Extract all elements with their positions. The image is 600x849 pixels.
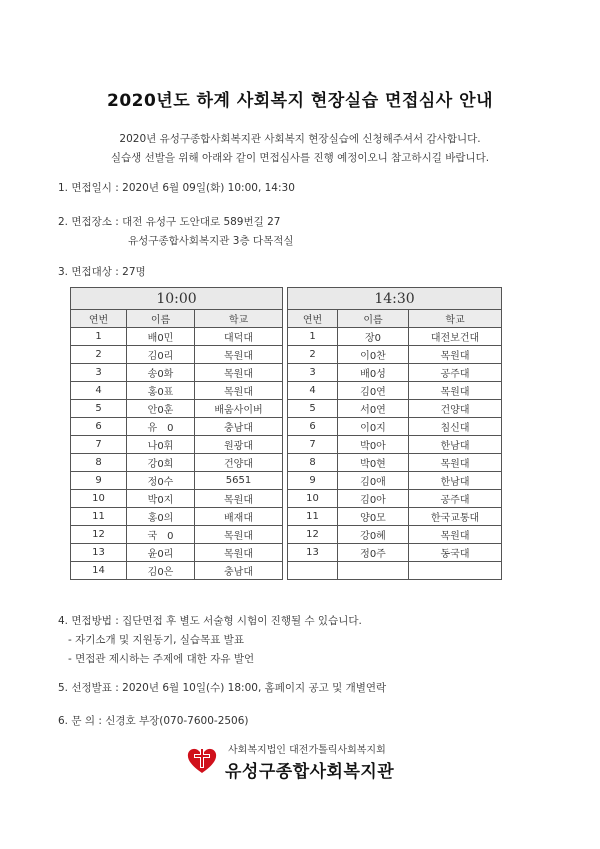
- cell-school: 원광대: [195, 436, 283, 454]
- cell-name: 배0성: [338, 364, 409, 382]
- cell-name: 홍0표: [127, 382, 195, 400]
- cell-school: 침신대: [409, 418, 502, 436]
- table-row: [71, 490, 283, 508]
- cell-no: 4: [71, 382, 127, 400]
- table-row: [288, 382, 502, 400]
- cell-no: 12: [288, 526, 338, 544]
- table-row: [288, 436, 502, 454]
- cell-no: 1: [288, 328, 338, 346]
- interview-method: [58, 612, 362, 669]
- table-row: [288, 490, 502, 508]
- cell-no: [288, 562, 338, 580]
- cell-school: 목원대: [195, 544, 283, 562]
- interview-target: [58, 264, 146, 279]
- schedule-rows: [288, 328, 502, 580]
- cell-name: 국 0: [127, 526, 195, 544]
- cell-name: 강0희: [127, 454, 195, 472]
- interview-location-address: 대전 유성구 도안대로 589번길 27: [122, 216, 281, 228]
- cell-name: 강0혜: [338, 526, 409, 544]
- interview-method-label: 4. 면접방법 :: [58, 615, 123, 627]
- cell-no: 3: [288, 364, 338, 382]
- cell-no: 14: [71, 562, 127, 580]
- session-time: 10:00: [71, 288, 283, 310]
- cell-no: 11: [71, 508, 127, 526]
- cell-name: 홍0의: [127, 508, 195, 526]
- cell-no: 2: [71, 346, 127, 364]
- cell-no: 9: [288, 472, 338, 490]
- cell-name: 박0아: [338, 436, 409, 454]
- cell-school: 공주대: [409, 364, 502, 382]
- selection-label: 5. 선정발표 :: [58, 682, 123, 694]
- interview-location: [58, 213, 294, 251]
- col-header-school: 학교: [195, 310, 283, 328]
- schedule-table-1000: [70, 287, 283, 580]
- interview-date: [58, 180, 295, 195]
- cell-name: 송0화: [127, 364, 195, 382]
- cell-name: 이0찬: [338, 346, 409, 364]
- cell-no: 13: [71, 544, 127, 562]
- table-row: [288, 400, 502, 418]
- page-title: 2020년도 하계 사회복지 현장실습 면접심사 안내: [106, 91, 493, 111]
- cell-no: 10: [288, 490, 338, 508]
- cell-no: 9: [71, 472, 127, 490]
- cell-school: 목원대: [195, 526, 283, 544]
- cell-no: 10: [71, 490, 127, 508]
- cell-school: [409, 562, 502, 580]
- col-header-school: 학교: [409, 310, 502, 328]
- cell-no: 7: [71, 436, 127, 454]
- cell-school: 공주대: [409, 490, 502, 508]
- cell-school: 목원대: [195, 364, 283, 382]
- cell-school: 한남대: [409, 436, 502, 454]
- cell-name: [338, 562, 409, 580]
- cell-no: 7: [288, 436, 338, 454]
- cell-no: 1: [71, 328, 127, 346]
- table-row: [288, 364, 502, 382]
- cell-name: 윤0리: [127, 544, 195, 562]
- cell-no: 6: [288, 418, 338, 436]
- table-row: [288, 508, 502, 526]
- cell-school: 목원대: [409, 526, 502, 544]
- cell-name: 이0지: [338, 418, 409, 436]
- table-row: [71, 544, 283, 562]
- cell-name: 양0모: [338, 508, 409, 526]
- contact-value: 신경호 부장(070-7600-2506): [105, 715, 249, 727]
- cell-school: 배재대: [195, 508, 283, 526]
- table-row: [71, 436, 283, 454]
- cell-name: 정0수: [127, 472, 195, 490]
- cell-school: 배움사이버: [195, 400, 283, 418]
- cell-school: 건양대: [195, 454, 283, 472]
- cell-school: 목원대: [409, 382, 502, 400]
- interview-target-value: 27명: [122, 266, 146, 278]
- cell-name: 김0연: [338, 382, 409, 400]
- method-bullet: - 자기소개 및 지원동기, 실습목표 발표: [68, 634, 244, 646]
- table-row: [71, 454, 283, 472]
- cell-school: 충남대: [195, 418, 283, 436]
- table-row: [71, 346, 283, 364]
- cell-name: 서0연: [338, 400, 409, 418]
- cross-heart-icon: [186, 744, 218, 776]
- cell-name: 장0: [338, 328, 409, 346]
- cell-name: 유 0: [127, 418, 195, 436]
- cell-no: 12: [71, 526, 127, 544]
- method-bullet: - 면접관 제시하는 주제에 대한 자유 발언: [68, 653, 255, 665]
- table-row: [71, 400, 283, 418]
- cell-no: 5: [71, 400, 127, 418]
- cell-name: 김0아: [338, 490, 409, 508]
- cell-school: 5651: [195, 472, 283, 490]
- schedule-table-1430: [287, 287, 502, 580]
- contact-label: 6. 문 의 :: [58, 715, 106, 727]
- cell-no: 2: [288, 346, 338, 364]
- table-row: [71, 526, 283, 544]
- cell-school: 목원대: [195, 346, 283, 364]
- intro-text: [0, 130, 600, 168]
- cell-name: 정0주: [338, 544, 409, 562]
- col-header-no: 연번: [71, 310, 127, 328]
- col-header-name: 이름: [127, 310, 195, 328]
- cell-name: 김0은: [127, 562, 195, 580]
- table-row: [71, 328, 283, 346]
- table-row: [288, 346, 502, 364]
- cell-no: 5: [288, 400, 338, 418]
- selection-value: 2020년 6월 10일(수) 18:00, 홈페이지 공고 및 개별연락: [122, 682, 387, 694]
- intro-line: 2020년 유성구종합사회복지관 사회복지 현장실습에 신청해주셔서 감사합니다.: [119, 133, 481, 145]
- cell-school: 목원대: [409, 454, 502, 472]
- cell-no: 8: [71, 454, 127, 472]
- interview-date-value: 2020년 6월 09일(화) 10:00, 14:30: [122, 182, 295, 194]
- col-header-name: 이름: [338, 310, 409, 328]
- table-row: [71, 364, 283, 382]
- cell-no: 13: [288, 544, 338, 562]
- cell-no: 4: [288, 382, 338, 400]
- table-row: [288, 562, 502, 580]
- cell-school: 목원대: [195, 490, 283, 508]
- cell-name: 배0민: [127, 328, 195, 346]
- interview-method-value: 집단면접 후 별도 서술형 시험이 진행될 수 있습니다.: [122, 615, 362, 627]
- table-row: [288, 526, 502, 544]
- cell-school: 목원대: [409, 346, 502, 364]
- interview-target-label: 3. 면접대상 :: [58, 266, 123, 278]
- cell-no: 3: [71, 364, 127, 382]
- table-row: [71, 472, 283, 490]
- logo-name: 유성구종합사회복지관: [225, 762, 395, 782]
- table-row: [71, 508, 283, 526]
- cell-no: 6: [71, 418, 127, 436]
- cell-school: 한남대: [409, 472, 502, 490]
- table-row: [288, 418, 502, 436]
- interview-date-label: 1. 면접일시 :: [58, 182, 123, 194]
- cell-name: 나0휘: [127, 436, 195, 454]
- cell-no: 11: [288, 508, 338, 526]
- cell-school: 대전보건대: [409, 328, 502, 346]
- col-header-no: 연번: [288, 310, 338, 328]
- cell-name: 박0현: [338, 454, 409, 472]
- cell-school: 충남대: [195, 562, 283, 580]
- table-row: [71, 418, 283, 436]
- cell-school: 동국대: [409, 544, 502, 562]
- cell-no: 8: [288, 454, 338, 472]
- table-row: [71, 382, 283, 400]
- session-time: 14:30: [288, 288, 502, 310]
- schedule-rows: [71, 328, 283, 580]
- cell-name: 안0훈: [127, 400, 195, 418]
- cell-school: 한국교통대: [409, 508, 502, 526]
- interview-location-room: 유성구종합사회복지관 3층 다목적실: [128, 235, 294, 247]
- intro-line: 실습생 선발을 위해 아래와 같이 면접심사를 진행 예정이오니 참고하시길 바랍니다.: [110, 152, 490, 164]
- table-row: [71, 562, 283, 580]
- cell-name: 박0지: [127, 490, 195, 508]
- table-row: [288, 472, 502, 490]
- cell-name: 김0애: [338, 472, 409, 490]
- logo-subtitle: 사회복지법인 대전가톨릭사회복지회: [228, 745, 386, 756]
- table-row: [288, 328, 502, 346]
- cell-school: 건양대: [409, 400, 502, 418]
- table-row: [288, 544, 502, 562]
- interview-location-label: 2. 면접장소 :: [58, 216, 123, 228]
- selection-announcement: [58, 680, 386, 695]
- cell-name: 김0리: [127, 346, 195, 364]
- cell-school: 목원대: [195, 382, 283, 400]
- contact-info: [58, 713, 249, 728]
- table-row: [288, 454, 502, 472]
- cell-school: 대덕대: [195, 328, 283, 346]
